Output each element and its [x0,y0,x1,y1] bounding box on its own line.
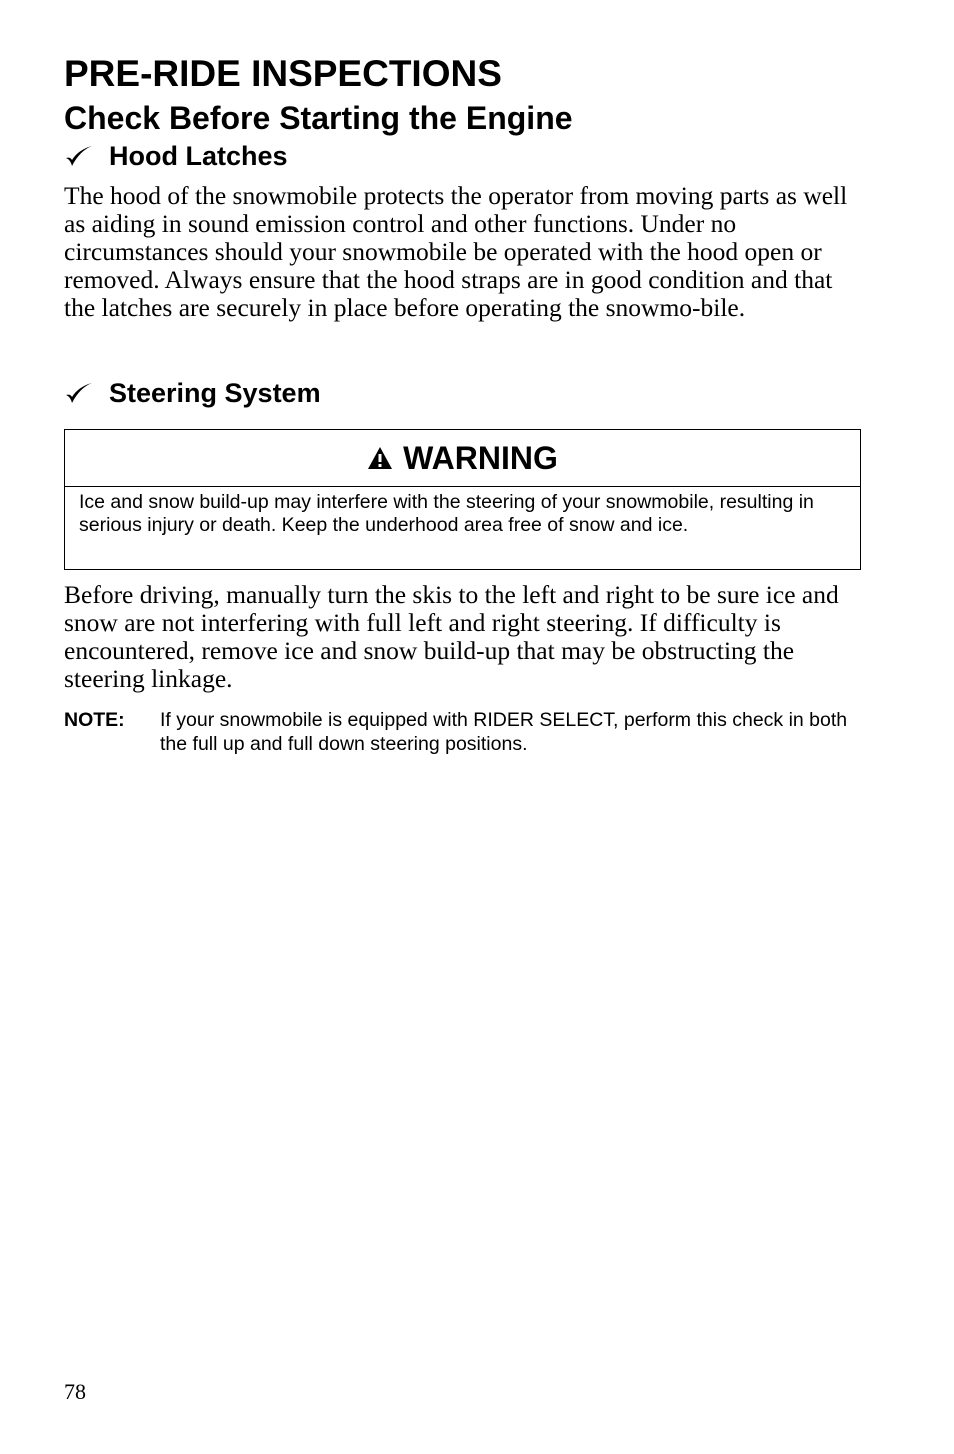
checkmark-icon [64,381,94,405]
checkmark-icon [64,144,94,168]
hood-latches-paragraph: The hood of the snowmobile protects the operator from moving parts as well as aiding in sound emission control and other functions. Under no circumstances should your snowmobile be operated with the hood open or removed. Always ensure that the hood straps are in good condition and that the latches are securely in place before operating the snowmo-bile. [64,181,848,322]
warning-box [64,429,861,570]
warning-header [65,430,860,487]
note-text: If your snowmobile is equipped with RIDER SELECT, perform this check in both the full up and full down steering positions. [160,709,848,755]
page-title: PRE-RIDE INSPECTIONS [64,53,502,94]
note-label: NOTE: [64,709,125,731]
note [64,708,864,756]
steering-system-heading-text: Steering System [109,378,321,408]
hood-latches-heading-text: Hood Latches [109,141,288,171]
warning-triangle-icon [367,446,393,470]
warning-text: Ice and snow build-up may interfere with the steering of your snowmobile, resulting in serious injury or death. Keep the underhood area free of snow and ice. [79,491,814,536]
warning-label: WARNING [403,439,558,476]
section-title: Check Before Starting the Engine [64,100,573,136]
page-number: 78 [64,1379,86,1404]
steering-system-heading [64,376,321,410]
hood-latches-heading [64,139,288,173]
steering-paragraph: Before driving, manually turn the skis to the left and right to be sure ice and snow are not interfering with full left and right steering. If difficulty is encountered, remove ice and snow build-up that may be obstructing the steering linkage. [64,580,839,693]
